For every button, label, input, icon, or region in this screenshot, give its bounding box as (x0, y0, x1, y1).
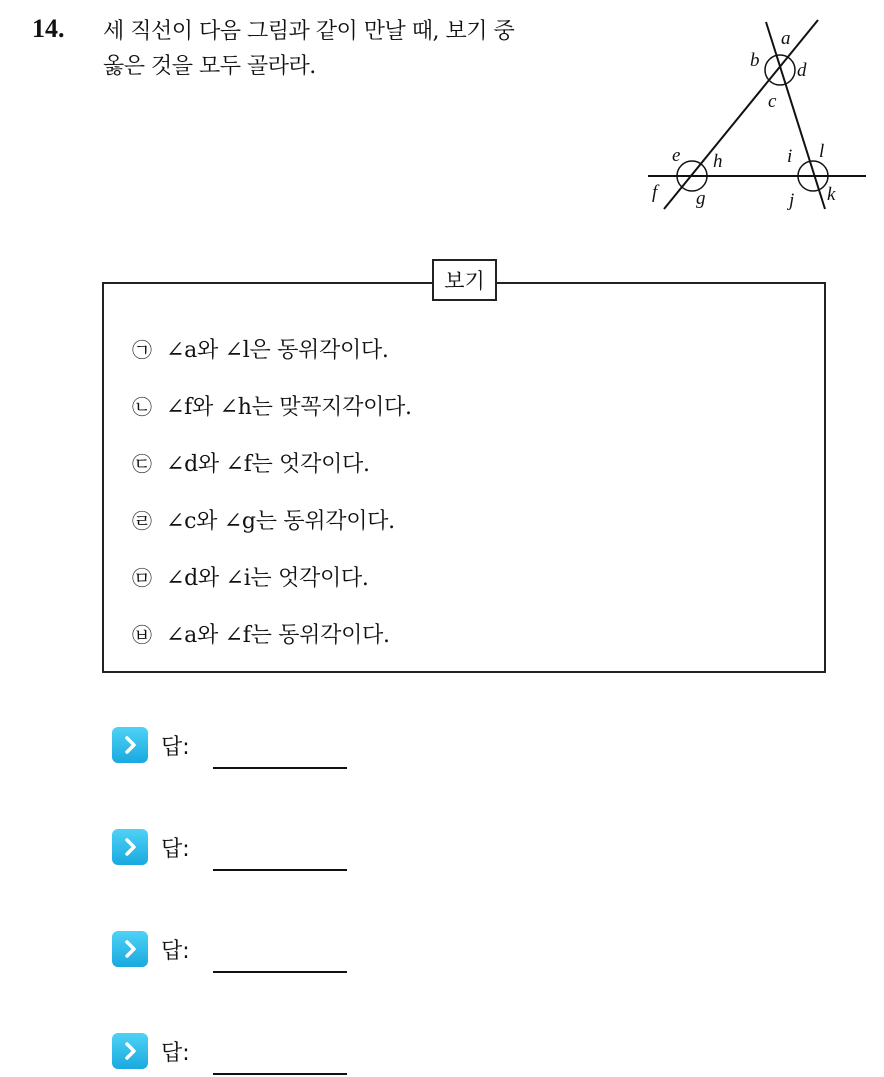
chevron-right-icon (112, 727, 148, 763)
question-text-line2: 옳은 것을 모두 골라라. (103, 54, 316, 79)
choice-text: ∠f와 ∠h는 맞꼭지각이다. (166, 394, 412, 420)
choice-text: ∠a와 ∠f는 동위각이다. (166, 622, 390, 648)
angle-label-c: c (768, 91, 777, 112)
angle-label-g: g (696, 188, 706, 209)
angle-label-k: k (827, 184, 836, 205)
chevron-right-icon (112, 829, 148, 865)
choice-text: ∠c와 ∠g는 동위각이다. (166, 508, 395, 534)
answer-label: 답: (161, 1040, 190, 1066)
choice-marker: ㉥ (132, 622, 152, 647)
answer-input-line-2[interactable] (213, 869, 347, 871)
choice-item-3 (132, 446, 370, 478)
choice-item-1 (132, 332, 389, 364)
question-text (103, 14, 623, 84)
top-intersection-arc (765, 55, 795, 85)
choice-marker: ㉢ (132, 451, 152, 476)
angle-label-b: b (750, 50, 760, 71)
chevron-right-icon (112, 931, 148, 967)
angle-label-d: d (797, 60, 807, 81)
angle-label-i: i (787, 146, 793, 167)
choice-marker: ㉤ (132, 565, 152, 590)
answer-label: 답: (161, 938, 190, 964)
question-text-line1: 세 직선이 다음 그림과 같이 만날 때, 보기 중 (103, 19, 515, 44)
answer-row-2 (112, 827, 190, 867)
choice-text: ∠d와 ∠f는 엇각이다. (166, 451, 370, 477)
choice-item-4 (132, 503, 395, 535)
answer-input-line-4[interactable] (213, 1073, 347, 1075)
angle-label-l: l (819, 141, 825, 162)
answer-row-1 (112, 725, 190, 765)
answer-row-4 (112, 1031, 190, 1071)
choice-item-5 (132, 560, 369, 592)
angle-label-e: e (672, 145, 681, 166)
choice-item-2 (132, 389, 412, 421)
choice-marker: ㉠ (132, 337, 152, 362)
answer-label: 답: (161, 836, 190, 862)
choice-marker: ㉡ (132, 394, 152, 419)
angle-label-f: f (652, 182, 658, 203)
choices-title: 보기 (432, 259, 497, 301)
answer-input-line-3[interactable] (213, 971, 347, 973)
right-slanted-line (766, 22, 825, 209)
answer-input-line-1[interactable] (213, 767, 347, 769)
choice-item-6 (132, 617, 390, 649)
answer-label: 답: (161, 734, 190, 760)
angle-label-j: j (789, 190, 795, 211)
angle-label-a: a (781, 28, 791, 49)
chevron-right-icon (112, 1033, 148, 1069)
choice-marker: ㉣ (132, 508, 152, 533)
three-lines-figure (640, 14, 870, 214)
question-number: 14. (32, 14, 65, 43)
choice-text: ∠a와 ∠l은 동위각이다. (166, 337, 389, 363)
choice-text: ∠d와 ∠i는 엇각이다. (166, 565, 369, 591)
angle-label-h: h (713, 151, 723, 172)
answer-row-3 (112, 929, 190, 969)
